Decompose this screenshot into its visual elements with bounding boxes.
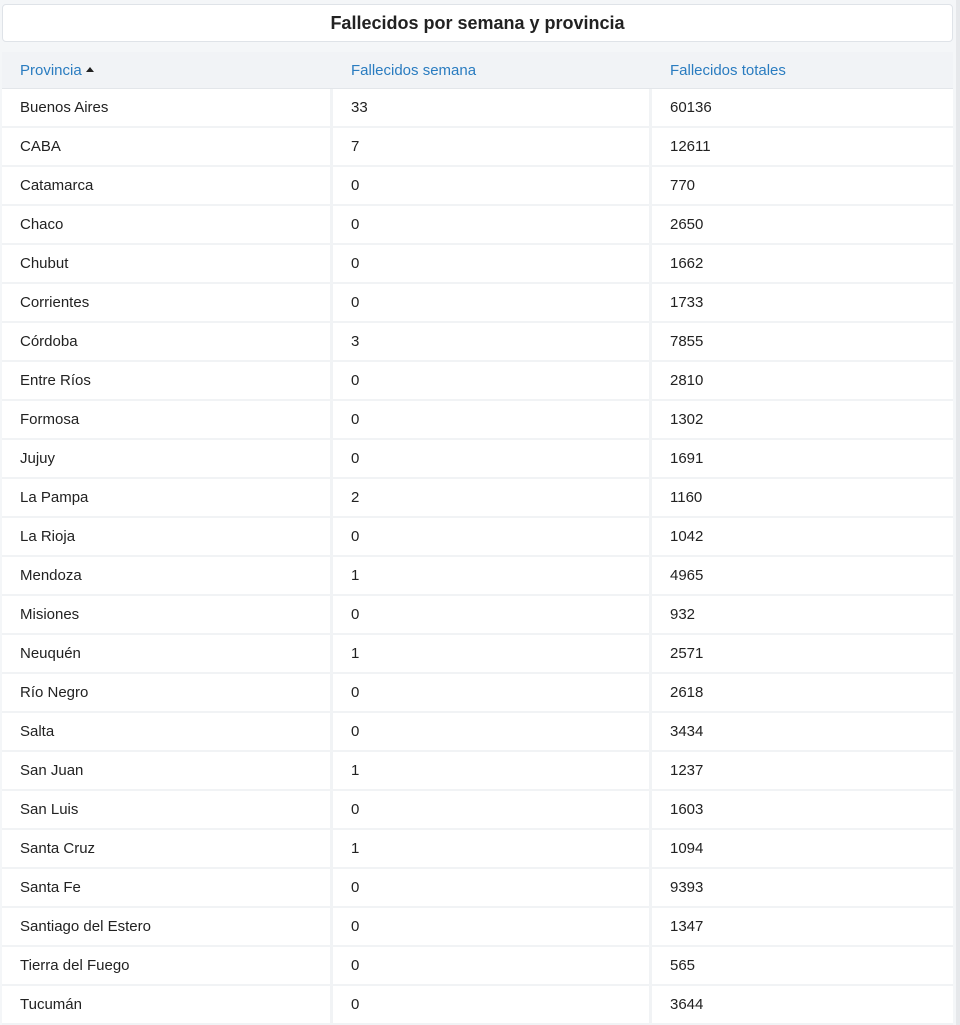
cell-provincia: Santa Cruz xyxy=(2,830,333,867)
cell-fallecidos-totales: 932 xyxy=(652,596,953,633)
cell-fallecidos-semana: 1 xyxy=(333,557,652,594)
cell-provincia: Río Negro xyxy=(2,674,333,711)
cell-fallecidos-semana: 0 xyxy=(333,440,652,477)
cell-provincia: Santa Fe xyxy=(2,869,333,906)
cell-fallecidos-semana: 0 xyxy=(333,245,652,282)
cell-fallecidos-semana: 0 xyxy=(333,713,652,750)
cell-provincia: Santiago del Estero xyxy=(2,908,333,945)
table-row xyxy=(2,479,953,518)
cell-fallecidos-semana: 2 xyxy=(333,479,652,516)
cell-fallecidos-totales: 3644 xyxy=(652,986,953,1023)
cell-fallecidos-totales: 2650 xyxy=(652,206,953,243)
cell-fallecidos-totales: 1042 xyxy=(652,518,953,555)
column-header-fallecidos-semana[interactable] xyxy=(333,52,652,88)
table-row xyxy=(2,440,953,479)
cell-provincia: La Pampa xyxy=(2,479,333,516)
cell-provincia: CABA xyxy=(2,128,333,165)
table-row xyxy=(2,674,953,713)
table-row xyxy=(2,128,953,167)
table-row xyxy=(2,908,953,947)
table-row xyxy=(2,791,953,830)
cell-fallecidos-totales: 3434 xyxy=(652,713,953,750)
cell-provincia: Mendoza xyxy=(2,557,333,594)
table-row xyxy=(2,986,953,1025)
cell-fallecidos-semana: 3 xyxy=(333,323,652,360)
table-row xyxy=(2,323,953,362)
cell-fallecidos-totales: 1347 xyxy=(652,908,953,945)
table-row xyxy=(2,167,953,206)
cell-provincia: Salta xyxy=(2,713,333,750)
cell-provincia: Córdoba xyxy=(2,323,333,360)
table-row xyxy=(2,830,953,869)
cell-fallecidos-totales: 770 xyxy=(652,167,953,204)
cell-fallecidos-semana: 7 xyxy=(333,128,652,165)
table-row xyxy=(2,401,953,440)
table-row xyxy=(2,752,953,791)
table-title-box xyxy=(2,4,953,42)
column-header-fallecidos-totales[interactable] xyxy=(652,52,953,88)
column-header-provincia-label: Provincia xyxy=(20,61,82,79)
cell-fallecidos-semana: 0 xyxy=(333,167,652,204)
page-scrollbar[interactable] xyxy=(956,0,960,1025)
cell-provincia: Chaco xyxy=(2,206,333,243)
table-row xyxy=(2,557,953,596)
table-row xyxy=(2,89,953,128)
cell-fallecidos-semana: 0 xyxy=(333,947,652,984)
table-row xyxy=(2,869,953,908)
cell-fallecidos-semana: 0 xyxy=(333,908,652,945)
cell-fallecidos-totales: 1094 xyxy=(652,830,953,867)
cell-fallecidos-totales: 60136 xyxy=(652,89,953,126)
cell-fallecidos-semana: 0 xyxy=(333,869,652,906)
cell-provincia: Formosa xyxy=(2,401,333,438)
table-title: Fallecidos por semana y provincia xyxy=(330,12,625,33)
table-body xyxy=(2,89,953,1025)
cell-fallecidos-totales: 7855 xyxy=(652,323,953,360)
cell-fallecidos-totales: 1160 xyxy=(652,479,953,516)
cell-fallecidos-semana: 0 xyxy=(333,362,652,399)
cell-provincia: Corrientes xyxy=(2,284,333,321)
table-row xyxy=(2,284,953,323)
table-row xyxy=(2,362,953,401)
table-row xyxy=(2,635,953,674)
cell-provincia: Tierra del Fuego xyxy=(2,947,333,984)
table-row xyxy=(2,713,953,752)
cell-fallecidos-semana: 0 xyxy=(333,986,652,1023)
table-row xyxy=(2,947,953,986)
cell-provincia: Buenos Aires xyxy=(2,89,333,126)
deaths-table xyxy=(2,52,953,1025)
cell-provincia: Misiones xyxy=(2,596,333,633)
cell-fallecidos-totales: 4965 xyxy=(652,557,953,594)
table-row xyxy=(2,596,953,635)
table-header-row xyxy=(2,52,953,89)
cell-fallecidos-totales: 9393 xyxy=(652,869,953,906)
table-row xyxy=(2,206,953,245)
cell-fallecidos-totales: 1603 xyxy=(652,791,953,828)
cell-fallecidos-semana: 1 xyxy=(333,752,652,789)
table-row xyxy=(2,518,953,557)
column-header-fallecidos-totales-label: Fallecidos totales xyxy=(670,61,786,79)
cell-provincia: Jujuy xyxy=(2,440,333,477)
cell-fallecidos-totales: 1237 xyxy=(652,752,953,789)
cell-provincia: La Rioja xyxy=(2,518,333,555)
cell-provincia: Chubut xyxy=(2,245,333,282)
cell-fallecidos-semana: 0 xyxy=(333,206,652,243)
cell-fallecidos-semana: 33 xyxy=(333,89,652,126)
column-header-fallecidos-semana-label: Fallecidos semana xyxy=(351,61,477,79)
cell-fallecidos-totales: 1733 xyxy=(652,284,953,321)
table-row xyxy=(2,245,953,284)
cell-fallecidos-totales: 12611 xyxy=(652,128,953,165)
column-header-provincia[interactable] xyxy=(2,52,333,88)
cell-fallecidos-semana: 0 xyxy=(333,284,652,321)
cell-provincia: San Luis xyxy=(2,791,333,828)
cell-provincia: Tucumán xyxy=(2,986,333,1023)
cell-fallecidos-totales: 1302 xyxy=(652,401,953,438)
cell-provincia: Neuquén xyxy=(2,635,333,672)
cell-fallecidos-totales: 2618 xyxy=(652,674,953,711)
cell-fallecidos-semana: 0 xyxy=(333,791,652,828)
cell-provincia: San Juan xyxy=(2,752,333,789)
cell-fallecidos-totales: 2571 xyxy=(652,635,953,672)
cell-fallecidos-semana: 1 xyxy=(333,635,652,672)
cell-fallecidos-semana: 0 xyxy=(333,518,652,555)
sort-ascending-icon xyxy=(86,67,94,72)
cell-fallecidos-semana: 0 xyxy=(333,596,652,633)
cell-fallecidos-semana: 0 xyxy=(333,401,652,438)
cell-fallecidos-semana: 1 xyxy=(333,830,652,867)
cell-fallecidos-totales: 2810 xyxy=(652,362,953,399)
cell-provincia: Catamarca xyxy=(2,167,333,204)
cell-fallecidos-totales: 565 xyxy=(652,947,953,984)
cell-provincia: Entre Ríos xyxy=(2,362,333,399)
cell-fallecidos-semana: 0 xyxy=(333,674,652,711)
cell-fallecidos-totales: 1662 xyxy=(652,245,953,282)
cell-fallecidos-totales: 1691 xyxy=(652,440,953,477)
